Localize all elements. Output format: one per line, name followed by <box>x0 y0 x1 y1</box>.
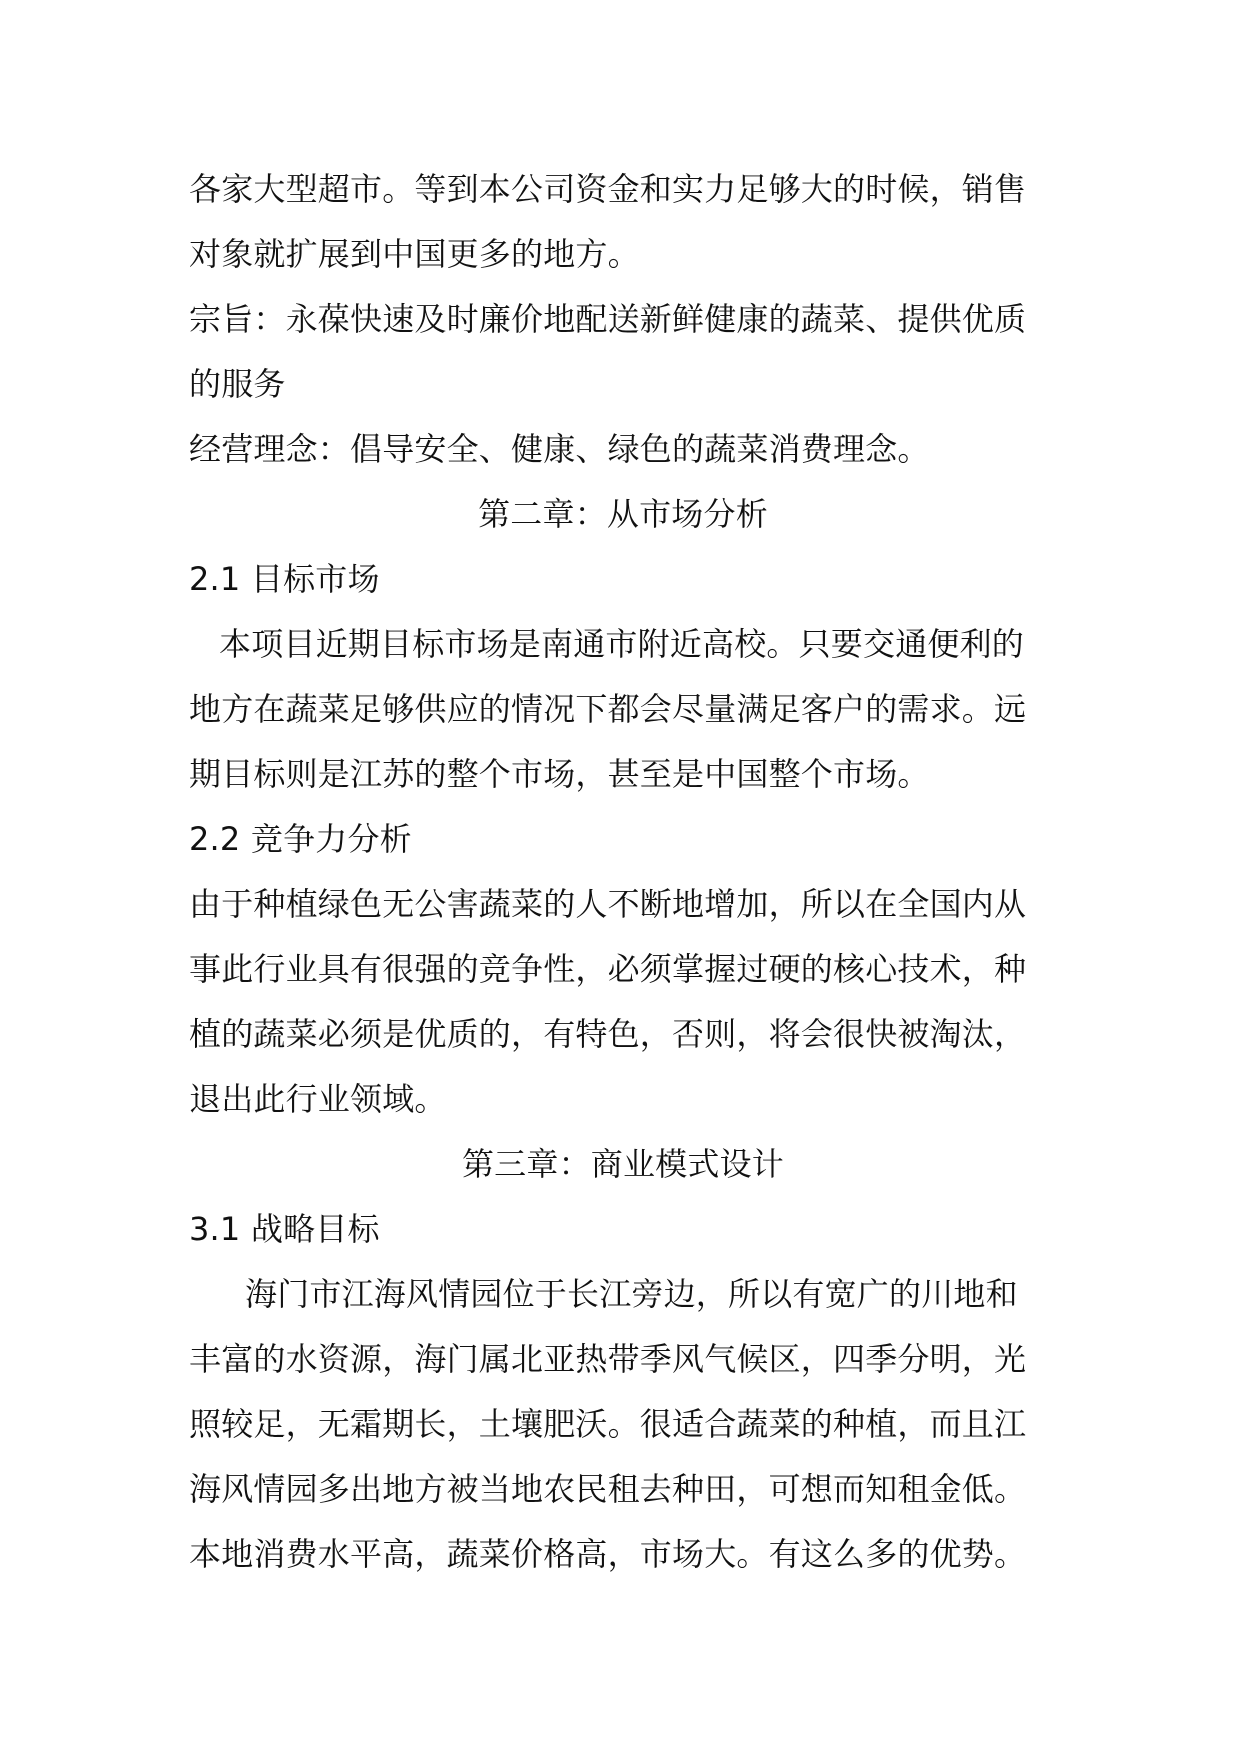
paragraph-line: 海风情园多出地方被当地农民租去种田，可想而知租金低。 <box>189 1470 1027 1508</box>
paragraph-line: 事此行业具有很强的竞争性，必须掌握过硬的核心技术，种 <box>189 950 1027 988</box>
section-3-1-heading: 3.1 战略目标 <box>189 1210 380 1248</box>
paragraph-line: 各家大型超市。等到本公司资金和实力足够大的时候，销售 <box>189 170 1027 208</box>
section-2-2-heading: 2.2 竞争力分析 <box>189 820 412 858</box>
chapter-2-heading: 第二章：从市场分析 <box>478 495 768 533</box>
paragraph-line: 由于种植绿色无公害蔬菜的人不断地增加，所以在全国内从 <box>189 885 1027 923</box>
paragraph-line: 丰富的水资源，海门属北亚热带季风气候区，四季分明，光 <box>189 1340 1027 1378</box>
paragraph-line: 照较足，无霜期长，土壤肥沃。很适合蔬菜的种植，而且江 <box>189 1405 1027 1443</box>
section-2-1-heading: 2.1 目标市场 <box>189 560 380 598</box>
document-body <box>189 157 1057 1587</box>
paragraph-line: 本地消费水平高，蔬菜价格高，市场大。有这么多的优势。 <box>189 1535 1027 1573</box>
mission-line: 宗旨：永葆快速及时廉价地配送新鲜健康的蔬菜、提供优质 <box>189 300 1027 338</box>
chapter-3-heading: 第三章：商业模式设计 <box>461 1145 784 1183</box>
paragraph-line: 植的蔬菜必须是优质的，有特色，否则，将会很快被淘汰， <box>189 1015 1027 1053</box>
paragraph-line: 海门市江海风情园位于长江旁边，所以有宽广的川地和 <box>245 1275 1018 1313</box>
mission-line: 的服务 <box>189 365 286 403</box>
paragraph-line: 期目标则是江苏的整个市场，甚至是中国整个市场。 <box>189 755 930 793</box>
paragraph-line: 本项目近期目标市场是南通市附近高校。只要交通便利的 <box>219 625 1025 663</box>
paragraph-line: 对象就扩展到中国更多的地方。 <box>189 235 640 273</box>
philosophy-line: 经营理念：倡导安全、健康、绿色的蔬菜消费理念。 <box>189 430 930 468</box>
paragraph-line: 退出此行业领域。 <box>189 1080 447 1118</box>
paragraph-line: 地方在蔬菜足够供应的情况下都会尽量满足客户的需求。远 <box>189 690 1027 728</box>
